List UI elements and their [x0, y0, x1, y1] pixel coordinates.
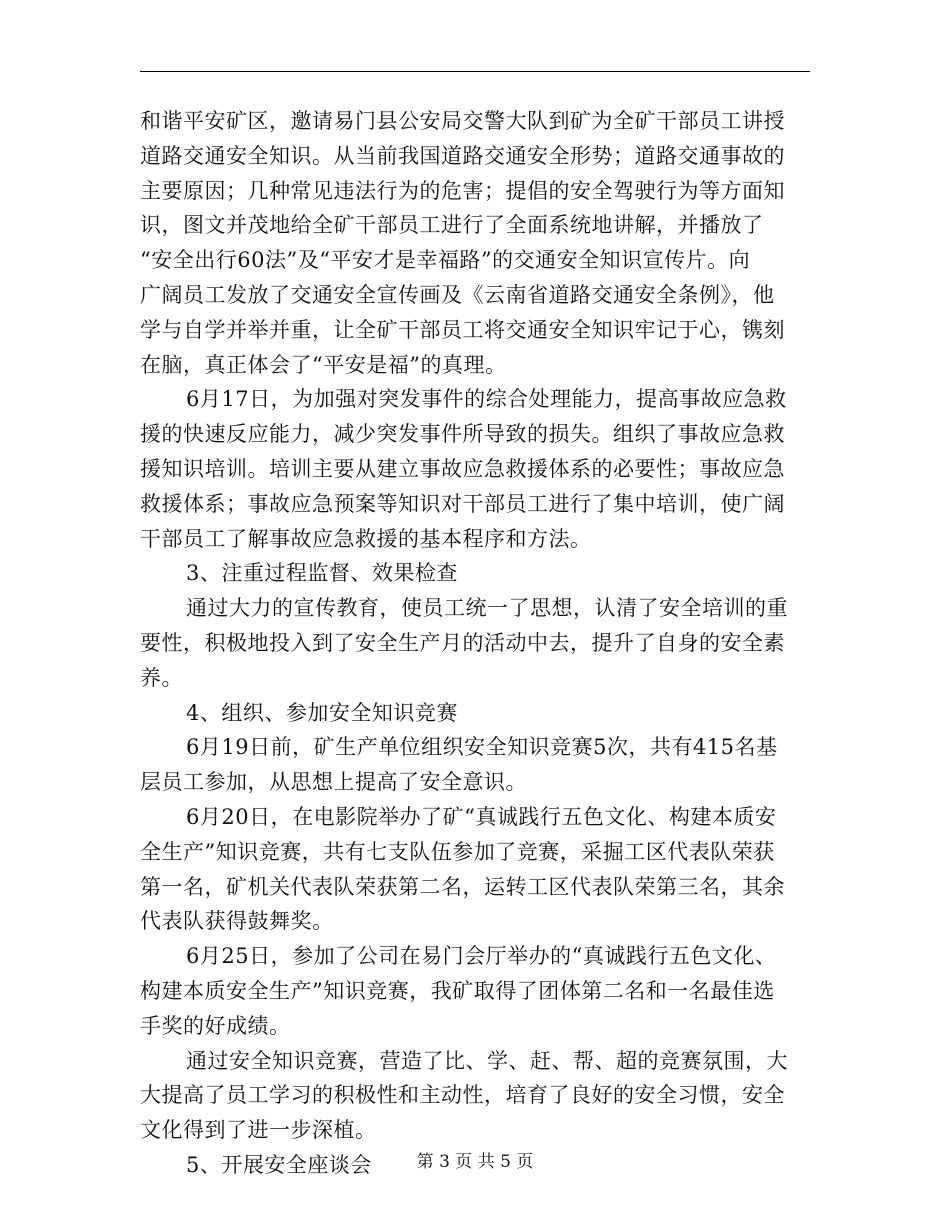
- text-line: 在脑，真正体会了“平安是福”的真理。: [140, 352, 507, 377]
- paragraph-start-line: 6月20日，在电影院举办了矿“真诚践行五色文化、构建本质安: [186, 804, 777, 829]
- paragraph-start-line: 6月19日前，矿生产单位组织安全知识竞赛5次，共有415名基: [186, 735, 778, 760]
- text-line: 和谐平安矿区，邀请易门县公安局交警大队到矿为全矿干部员工讲授: [140, 109, 785, 133]
- paragraph-start-line: 6月25日，参加了公司在易门会厅举办的“真诚践行五色文化、: [186, 944, 777, 969]
- section-heading: 3、注重过程监督、效果检查: [186, 561, 458, 586]
- text-line: 全生产”知识竞赛，共有七支队伍参加了竞赛，采掘工区代表队荣获: [140, 839, 775, 864]
- paragraph-start-line: 通过大力的宣传教育，使员工统一了思想，认清了安全培训的重: [186, 596, 788, 621]
- text-line: 文化得到了进一步深植。: [140, 1118, 377, 1143]
- section-heading: 5、开展安全座谈会: [186, 1152, 372, 1177]
- text-line: 援的快速反应能力，减少突发事件所导致的损失。组织了事故应急救: [140, 422, 785, 447]
- text-line: 干部员工了解事故应急救援的基本程序和方法。: [140, 526, 592, 551]
- text-line: 学与自学并举并重，让全矿干部员工将交通安全知识牢记于心，镌刻: [140, 317, 785, 342]
- text-line: 道路交通安全知识。从当前我国道路交通安全形势；道路交通事故的: [140, 143, 785, 168]
- text-line: 第一名，矿机关代表队荣获第二名，运转工区代表队荣第三名，其余: [140, 874, 785, 899]
- text-line: 层员工参加，从思想上提高了安全意识。: [140, 770, 527, 795]
- text-line: 主要原因；几种常见违法行为的危害；提倡的安全驾驶行为等方面知: [140, 178, 785, 203]
- paragraph-start-line: 6月17日，为加强对突发事件的综合处理能力，提高事故应急救: [186, 387, 787, 412]
- text-line: 援知识培训。培训主要从建立事故应急救援体系的必要性；事故应急: [140, 456, 785, 481]
- text-line: 救援体系；事故应急预案等知识对干部员工进行了集中培训，使广阔: [140, 491, 785, 516]
- text-line: 广阔员工发放了交通安全宣传画及《云南省道路交通安全条例》，他: [140, 282, 775, 307]
- text-line: “安全出行60法”及“平安才是幸福路”的交通安全知识宣传片。向: [140, 248, 751, 273]
- page-footer: [0, 1150, 950, 1174]
- text-line: 要性，积极地投入到了安全生产月的活动中去，提升了自身的安全素: [140, 630, 785, 655]
- text-line: 手奖的好成绩。: [140, 1013, 291, 1038]
- text-line: 养。: [140, 665, 183, 690]
- paragraph-start-line: 通过安全知识竞赛，营造了比、学、赶、帮、超的竞赛氛围，大: [186, 1048, 788, 1073]
- text-line: 代表队获得鼓舞奖。: [140, 909, 334, 934]
- text-line: 识，图文并茂地给全矿干部员工进行了全面系统地讲解，并播放了: [140, 213, 764, 238]
- page-number: 第 3 页 共 5 页: [416, 1152, 534, 1172]
- section-heading: 4、组织、参加安全知识竞赛: [186, 700, 458, 725]
- text-line: 构建本质安全生产”知识竞赛，我矿取得了团体第二名和一名最佳选: [140, 978, 775, 1003]
- body-text: [140, 104, 810, 1183]
- text-line: 大提高了员工学习的积极性和主动性，培育了良好的安全习惯，安全: [140, 1083, 785, 1108]
- header-rule: [140, 71, 810, 72]
